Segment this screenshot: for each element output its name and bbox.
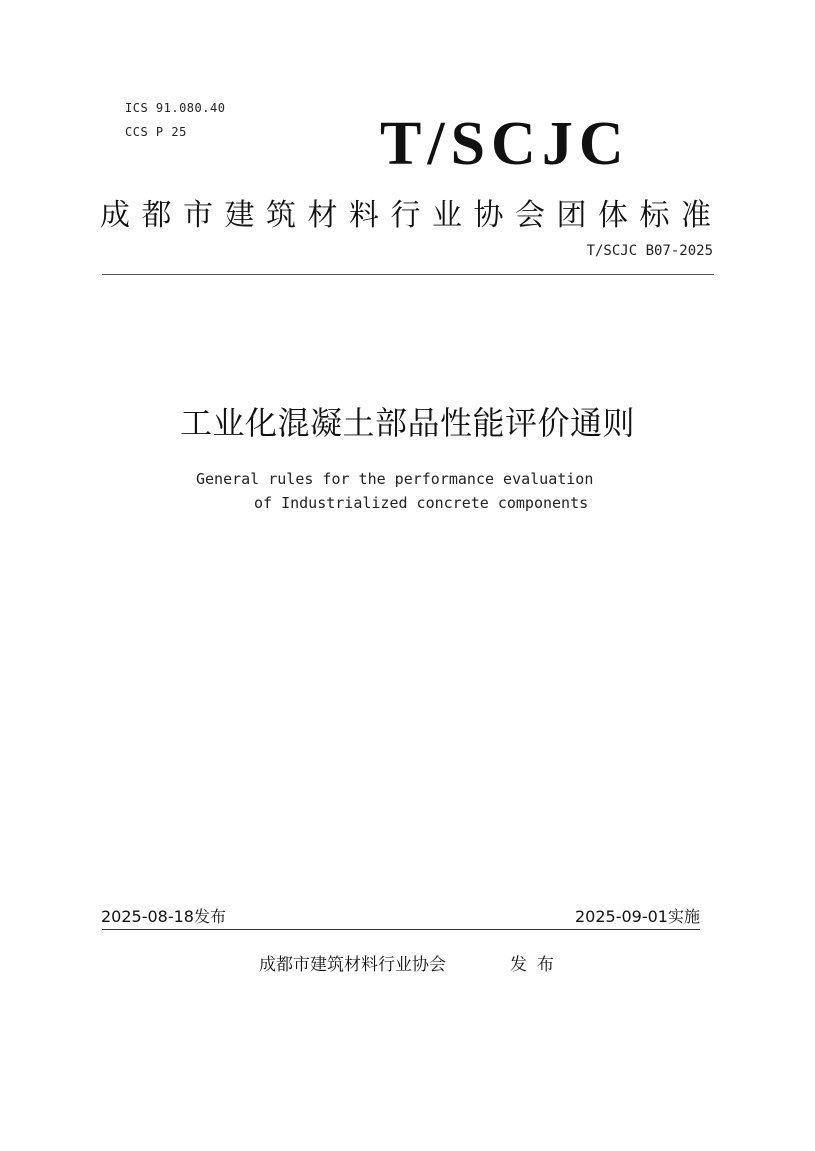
document-title-en-line1: General rules for the performance evaluation [196, 470, 594, 488]
document-title-en-line2: of Industrialized concrete components [254, 494, 589, 512]
issue-date: 2025-08-18发布 [101, 907, 226, 926]
header-divider [102, 274, 714, 275]
ccs-code: CCS P 25 [125, 125, 187, 139]
publish-label: 发布 [510, 955, 564, 975]
association-standard-title: 成都市建筑材料行业协会团体标准 [100, 198, 723, 233]
publisher-name: 成都市建筑材料行业协会 [259, 955, 446, 975]
document-title-zh: 工业化混凝土部品性能评价通则 [179, 404, 635, 442]
standard-number: T/SCJC B07-2025 [586, 243, 713, 259]
footer-divider [102, 929, 700, 930]
standard-brand-logo: T/SCJC [380, 110, 630, 178]
implementation-date: 2025-09-01实施 [575, 907, 700, 926]
ics-code: ICS 91.080.40 [125, 101, 226, 115]
